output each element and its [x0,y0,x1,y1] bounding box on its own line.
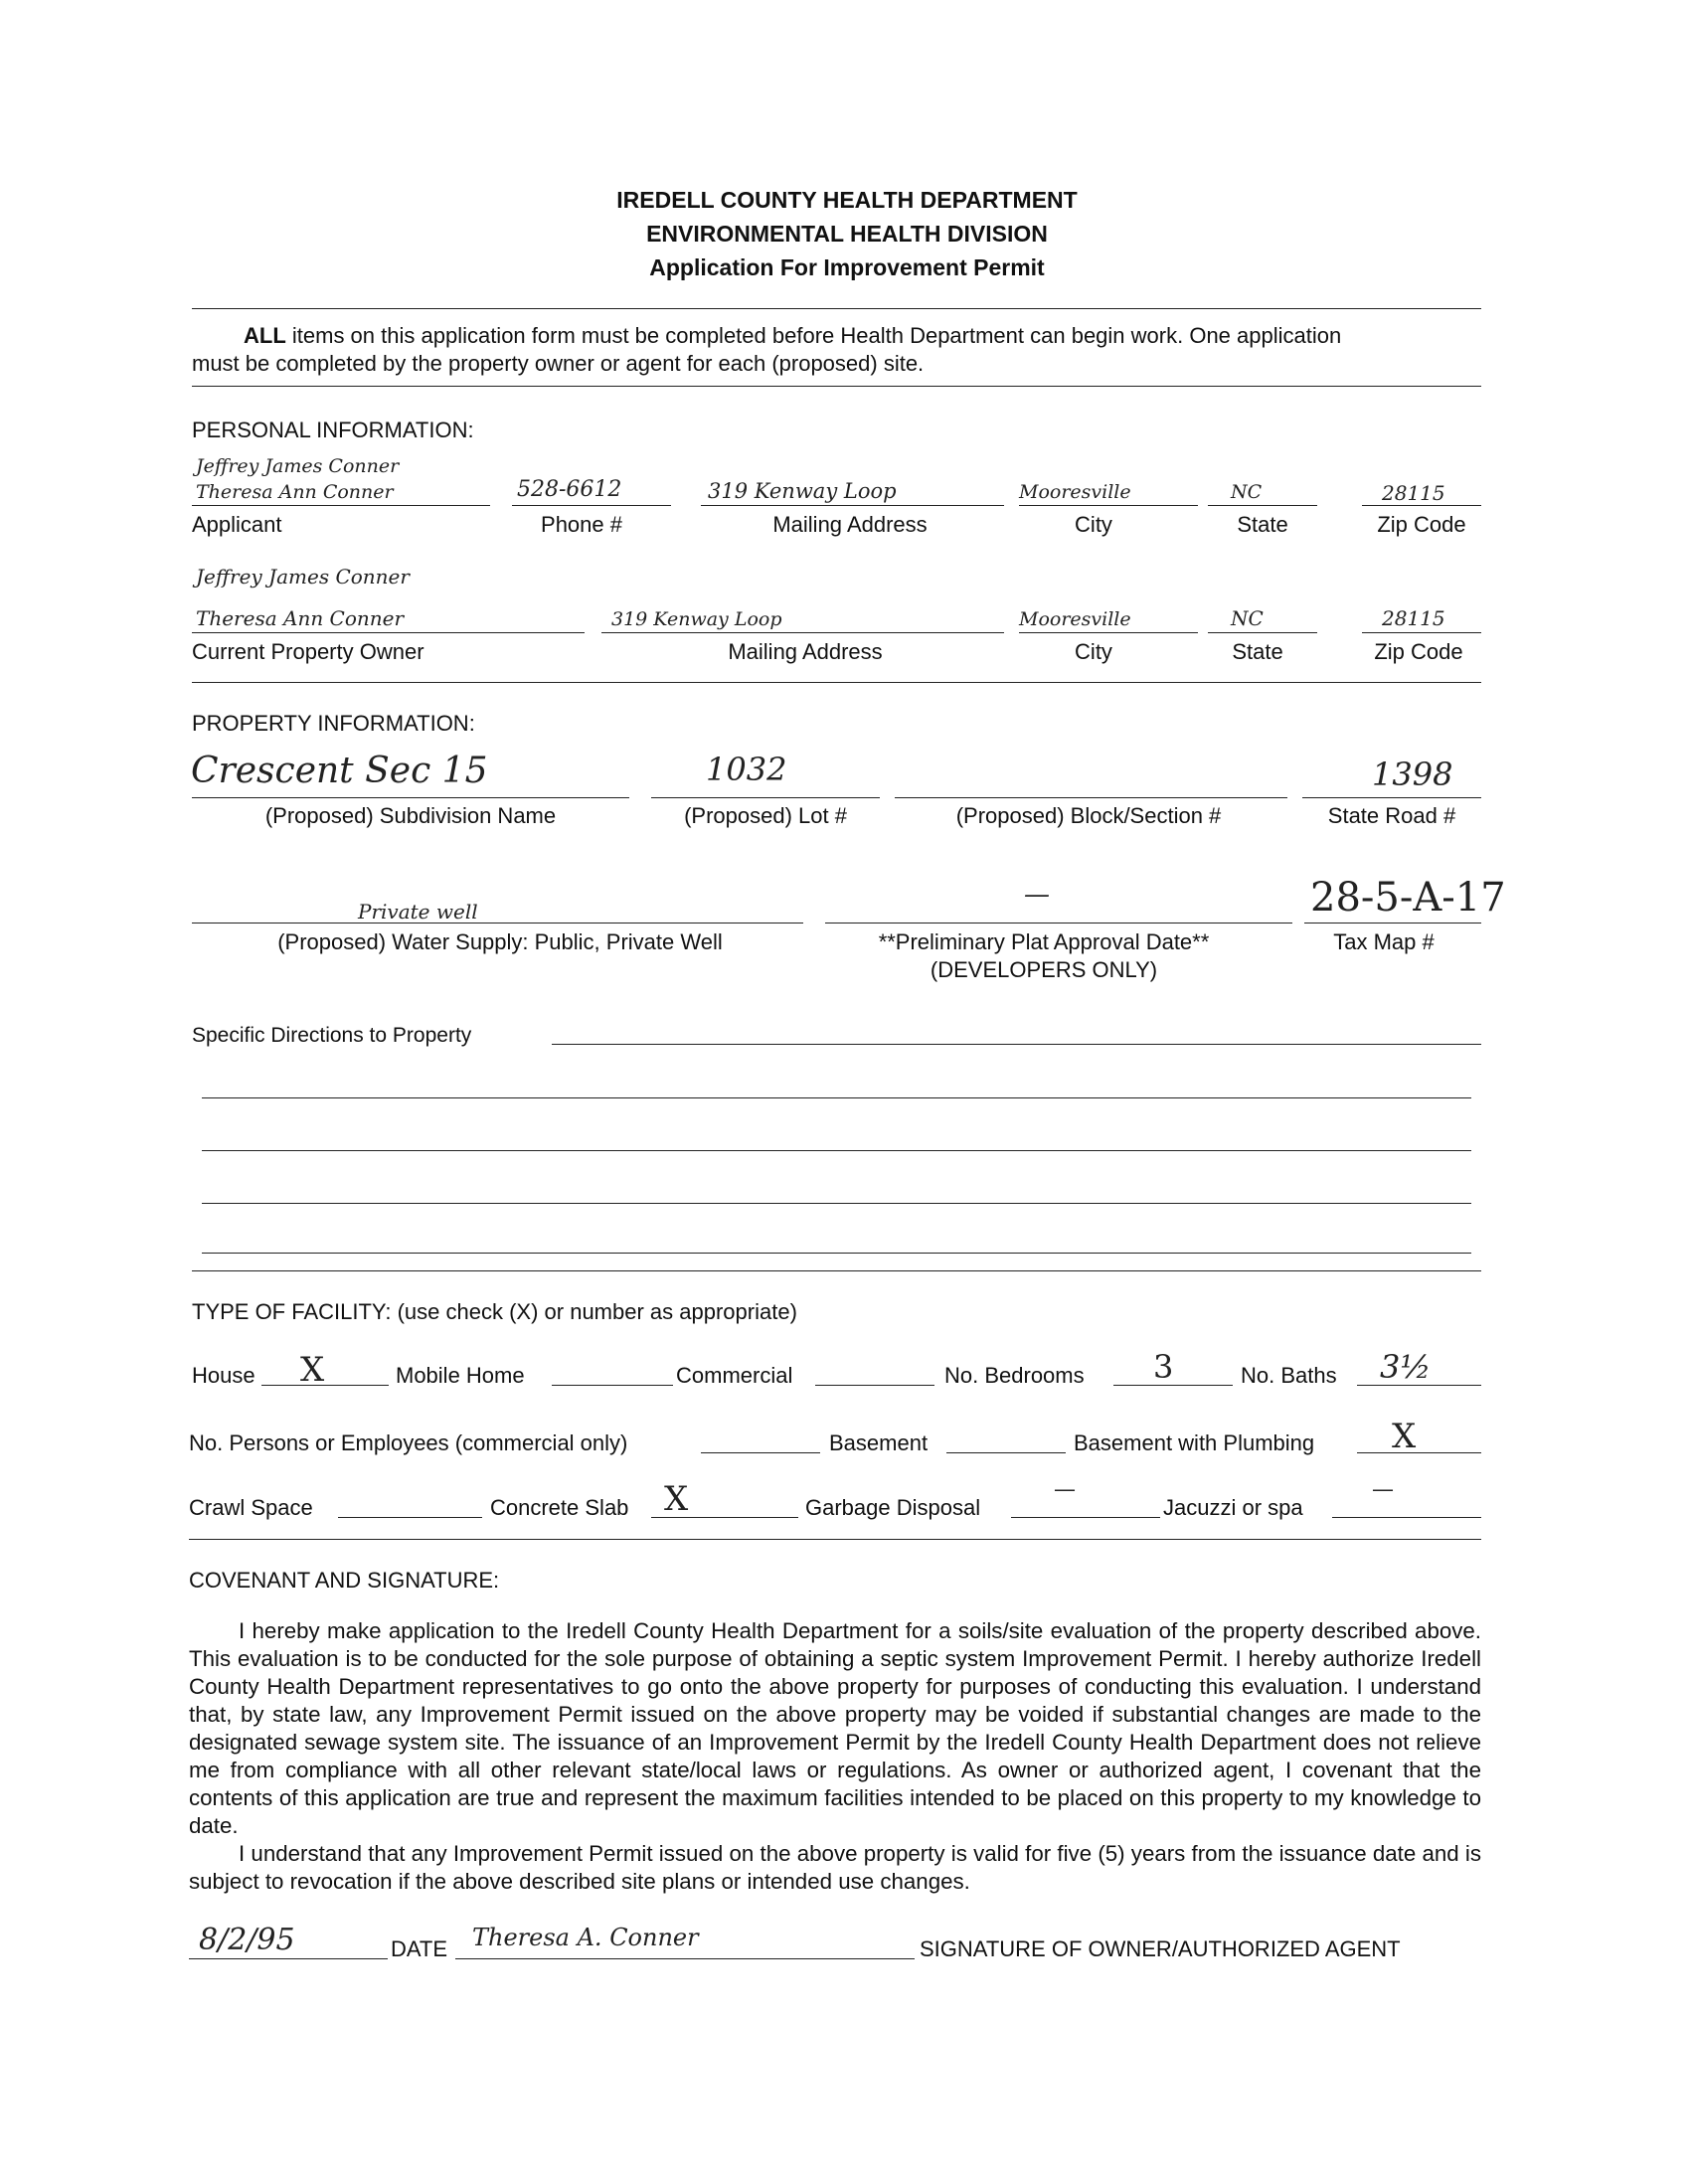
lot-value[interactable]: 1032 [706,751,787,788]
divider [192,308,1481,309]
commercial-line[interactable] [815,1385,934,1386]
bedrooms-label: No. Bedrooms [944,1363,1085,1388]
lot-label: (Proposed) Lot # [684,803,847,828]
baths-value[interactable]: 3½ [1380,1348,1432,1386]
state-road-value[interactable]: 1398 [1372,756,1453,793]
applicant-name-1[interactable]: Jeffrey James Conner [196,455,400,477]
slab-label: Concrete Slab [490,1495,629,1520]
directions-line-2[interactable] [202,1097,1471,1098]
directions-label: Specific Directions to Property [192,1024,472,1047]
directions-line-1[interactable] [552,1044,1481,1045]
signature-line [455,1958,915,1959]
form-title: Application For Improvement Permit [649,254,1045,280]
address-label: Mailing Address [772,512,928,537]
garbage-value[interactable]: — [1054,1477,1076,1502]
lot-line [651,797,880,798]
owner-zip-label: Zip Code [1374,639,1463,664]
basement-plumbing-value[interactable]: X [1392,1417,1417,1456]
directions-line-5[interactable] [202,1253,1471,1254]
date-line [189,1958,388,1959]
city-label: City [1075,512,1112,537]
tax-map-value[interactable]: 28-5-A-17 [1310,875,1506,921]
persons-line[interactable] [701,1452,820,1453]
applicant-address[interactable]: 319 Kenway Loop [708,479,897,503]
owner-name-1[interactable]: Jeffrey James Conner [196,565,410,588]
applicant-line [192,505,490,506]
personal-heading: PERSONAL INFORMATION: [192,418,474,442]
owner-state[interactable]: NC [1231,606,1264,630]
state-line [1208,505,1317,506]
owner-line [192,632,585,633]
block-label: (Proposed) Block/Section # [955,803,1222,828]
owner-zip-line [1362,632,1481,633]
covenant-paragraph-2: I understand that any Improvement Permit issued on the above property is valid for five (5) years from the issuance date and is subject to revocation if the above described site plans or intended use changes. [189,1841,1481,1894]
owner-state-label: State [1232,639,1283,664]
applicant-zip[interactable]: 28115 [1382,481,1445,505]
address-line [701,505,1004,506]
owner-address[interactable]: 319 Kenway Loop [611,608,782,630]
divider [189,1539,1481,1540]
division-title: ENVIRONMENTAL HEALTH DIVISION [646,221,1048,247]
state-road-label: State Road # [1327,803,1456,828]
date-label: DATE [391,1936,448,1961]
basement-plumbing-line [1357,1452,1481,1453]
basement-plumbing-label: Basement with Plumbing [1074,1430,1315,1455]
facility-heading: TYPE OF FACILITY: (use check (X) or number as appropriate) [192,1299,797,1324]
crawl-label: Crawl Space [189,1495,313,1520]
zip-line [1362,505,1481,506]
commercial-label: Commercial [676,1363,793,1388]
house-line [261,1385,389,1386]
applicant-label: Applicant [192,512,282,537]
water-supply-value[interactable]: Private well [358,900,478,924]
subdivision-value[interactable]: Crescent Sec 15 [191,751,488,791]
directions-line-3[interactable] [202,1150,1471,1151]
bedrooms-value[interactable]: 3 [1153,1348,1174,1386]
block-line [895,797,1287,798]
owner-city[interactable]: Mooresville [1019,608,1131,630]
slab-value[interactable]: X [664,1479,689,1519]
state-label: State [1237,512,1288,537]
property-heading: PROPERTY INFORMATION: [192,711,475,736]
tax-map-label: Tax Map # [1333,929,1435,954]
department-title: IREDELL COUNTY HEALTH DEPARTMENT [616,187,1078,213]
crawl-line[interactable] [338,1517,482,1518]
intro-line-2: must be completed by the property owner or agent for each (proposed) site. [192,351,925,376]
date-value[interactable]: 8/2/95 [199,1923,295,1957]
owner-zip[interactable]: 28115 [1382,606,1445,630]
mobile-label: Mobile Home [396,1363,525,1388]
owner-city-line [1019,632,1198,633]
divider [192,682,1481,683]
tax-map-line [1304,923,1481,924]
covenant-paragraph-1: I hereby make application to the Iredell County Health Department for a soils/site evaluation of the property described above. This evaluation is to be conducted for the sole purpose of obtaining a septic system Improvement Permit. I hereby authorize Iredell County Health Department representatives to go onto the above property for purposes of conducting this evaluation. I understand that, by state law, any Improvement Permit issued on the above property may be voided if substantial changes are made to the designated sewage system site. The issuance of an Improvement Permit by the Iredell County Health Department does not relieve me from compliance with all other relevant state/local laws or regulations. As owner or authorized agent, I covenant that the contents of this application are true and represent the maximum facilities intended to be placed on this property to my knowledge to date. [189,1618,1481,1838]
zip-label: Zip Code [1377,512,1466,537]
plat-label: **Preliminary Plat Approval Date** [878,929,1210,954]
house-value[interactable]: X [300,1350,325,1390]
applicant-phone[interactable]: 528-6612 [517,477,622,502]
baths-label: No. Baths [1241,1363,1337,1388]
intro-text: items on this application form must be completed before Health Department can begin work. One application [285,323,1342,348]
phone-label: Phone # [541,512,622,537]
plat-label-2: (DEVELOPERS ONLY) [930,957,1158,982]
subdivision-label: (Proposed) Subdivision Name [264,803,557,828]
covenant-heading: COVENANT AND SIGNATURE: [189,1568,500,1593]
divider [192,386,1481,387]
intro-line-1 [244,323,1341,349]
garbage-line [1011,1517,1160,1518]
applicant-name-2[interactable]: Theresa Ann Conner [196,481,394,503]
city-line [1019,505,1198,506]
state-road-line [1302,797,1481,798]
owner-name-2[interactable]: Theresa Ann Conner [196,606,405,630]
persons-label: No. Persons or Employees (commercial only) [189,1430,628,1455]
intro-bold: ALL [244,323,286,348]
basement-label: Basement [829,1430,929,1455]
subdivision-line [192,797,629,798]
mobile-line[interactable] [552,1385,673,1386]
garbage-label: Garbage Disposal [805,1495,981,1520]
divider [192,1270,1481,1271]
jacuzzi-label: Jacuzzi or spa [1163,1495,1303,1520]
owner-address-label: Mailing Address [728,639,883,664]
owner-city-label: City [1075,639,1112,664]
applicant-state[interactable]: NC [1231,481,1263,503]
phone-line [512,505,671,506]
owner-label: Current Property Owner [192,639,424,664]
plat-line [825,923,1292,924]
basement-line[interactable] [946,1452,1066,1453]
water-label: (Proposed) Water Supply: Public, Private Well [277,929,723,954]
water-line [192,923,803,924]
owner-address-line [601,632,1004,633]
jacuzzi-line [1332,1517,1481,1518]
owner-state-line [1208,632,1317,633]
signature-image[interactable]: Theresa A. Conner [472,1924,699,1951]
house-label: House [192,1363,255,1388]
directions-line-4[interactable] [202,1203,1471,1204]
jacuzzi-value[interactable]: — [1372,1477,1394,1502]
signature-label: SIGNATURE OF OWNER/AUTHORIZED AGENT [920,1936,1401,1961]
plat-date-value[interactable]: — [1024,880,1050,910]
applicant-city[interactable]: Mooresville [1019,481,1131,503]
